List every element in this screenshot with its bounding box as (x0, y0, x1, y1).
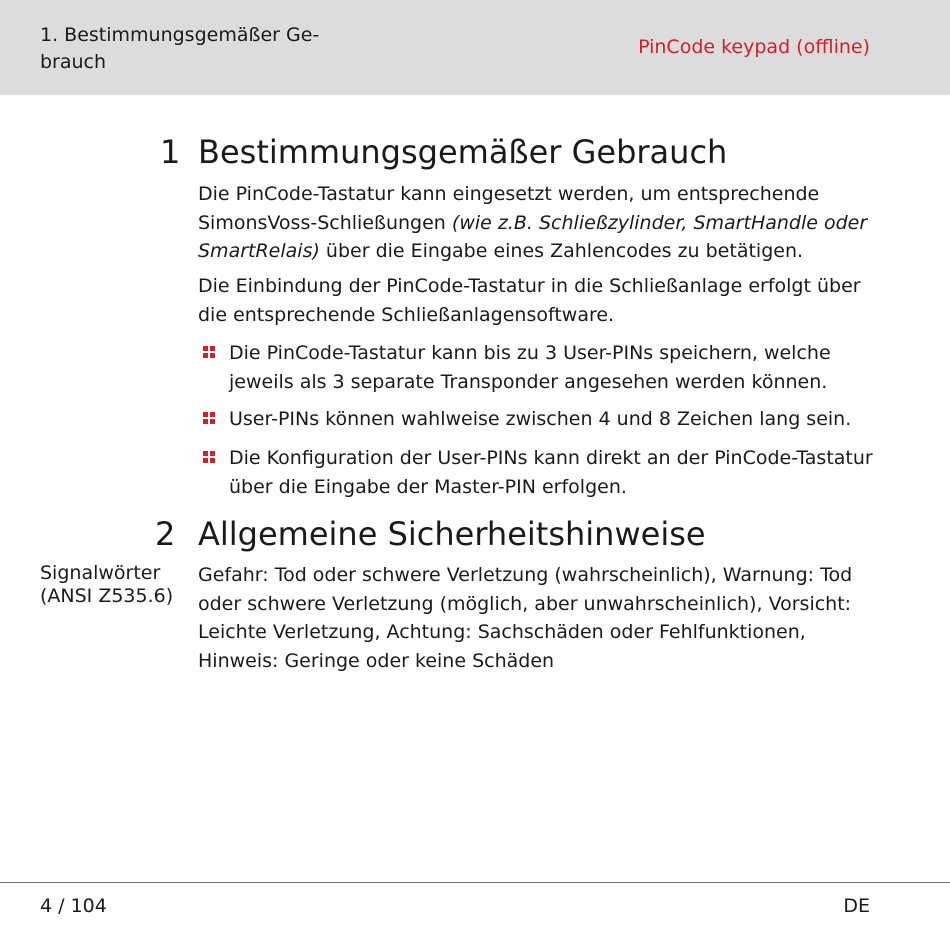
paragraph-1-text-b: über die Eingabe eines Zahlencodes zu betätigen. (319, 240, 804, 262)
section-1-title: Bestimmungsgemäßer Gebrauch (198, 133, 728, 171)
section-2-title: Allgemeine Sicherheitshinweise (198, 515, 706, 553)
header-product-title: PinCode keypad (offline) (638, 36, 870, 58)
bullet-icon (203, 346, 217, 360)
list-item-text: Die PinCode-Tastatur kann bis zu 3 User-PINs speichern, welche jeweils als 3 separate Transponder angesehen werden können. (229, 342, 831, 393)
header-section-label: 1. Bestimmungsgemäßer Ge- brauch (40, 24, 320, 73)
paragraph-1-text-a: Die PinCode-Tastatur kann eingesetzt werden, um entsprechende SimonsVoss-Schließungen (198, 183, 820, 234)
section-1-paragraph-2: Die Einbindung der PinCode-Tastatur in die Schließanlage erfolgt über die entsprechende Schließanlagensoftware. (198, 275, 861, 326)
paragraph-1-italic: (wie z.B. Schließzylinder, SmartHandle oder SmartRelais) (198, 211, 868, 262)
page-number: 4 / 104 (40, 895, 107, 917)
section-1-number: 1 (160, 133, 181, 171)
language-code: DE (843, 895, 870, 917)
bullet-icon (203, 451, 217, 465)
margin-note: Signalwörter (ANSI Z535.6) (40, 562, 174, 607)
page-header (0, 0, 950, 95)
section-2-paragraph: Gefahr: Tod oder schwere Verletzung (wahrscheinlich), Warnung: Tod oder schwere Verletzung (möglich, aber unwahrscheinlich), Vorsicht: Leichte Verletzung, Achtung: Sachschäden oder Fehlfunktionen, Hinweis: Geringe oder keine Schäden (198, 564, 853, 672)
list-item-text: Die Konfiguration der User-PINs kann direkt an der PinCode-Tastatur über die Eingabe der Master-PIN erfolgen. (229, 447, 873, 498)
bullet-icon (203, 412, 217, 426)
section-2-number: 2 (155, 515, 176, 553)
section-1-paragraph-1 (198, 180, 888, 266)
list-item-text: User-PINs können wahlweise zwischen 4 und 8 Zeichen lang sein. (229, 408, 852, 430)
footer-divider (0, 882, 950, 883)
